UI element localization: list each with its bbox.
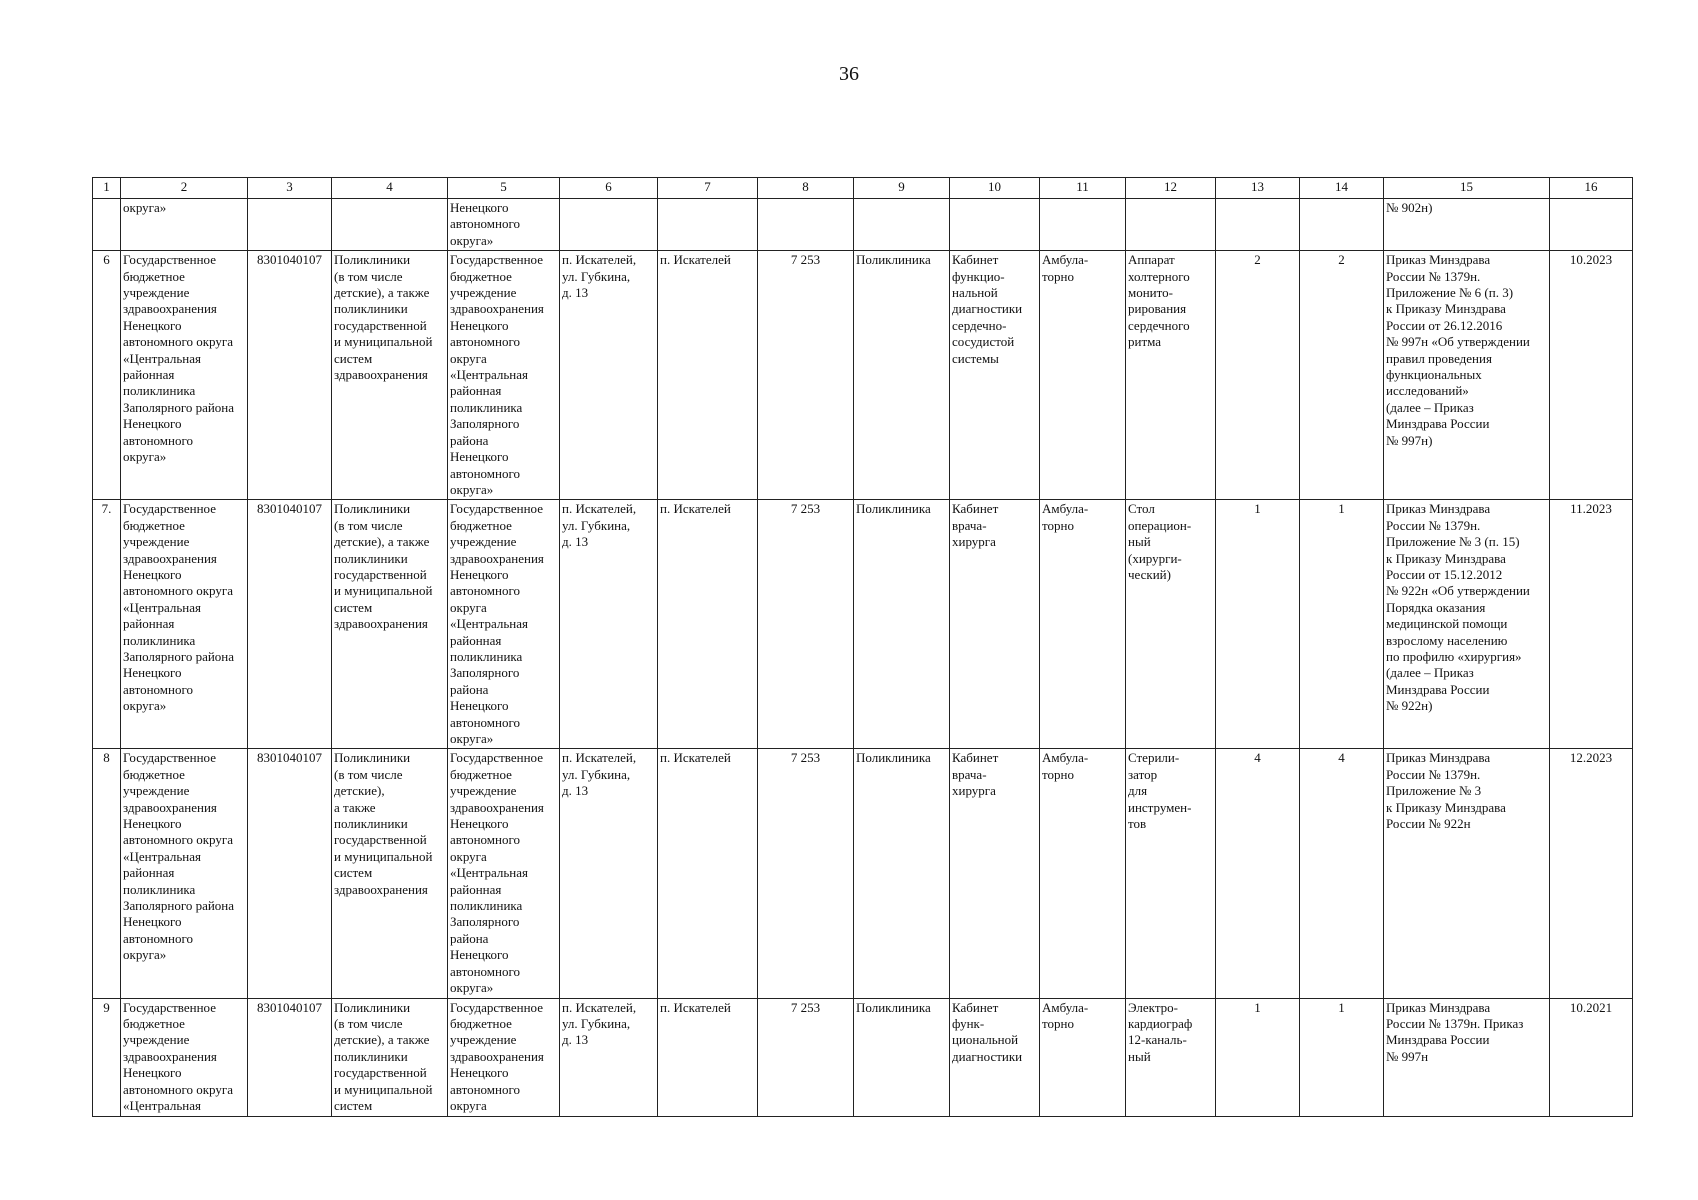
care-condition: Амбула- торно — [1040, 749, 1126, 998]
table-row — [93, 199, 1633, 251]
column-number-row — [93, 178, 1633, 199]
institution-name: округа» — [121, 199, 248, 251]
column-header: 6 — [560, 178, 658, 199]
address — [560, 199, 658, 251]
row-number — [93, 199, 121, 251]
column-header: 11 — [1040, 178, 1126, 199]
okpo-code: 8301040107 — [248, 749, 332, 998]
institution-name: Государственное бюджетное учреждение здравоохранения Ненецкого автономного округа «Центральная районная поликлиника Заполярного района Ненецкого автономного округа» — [121, 251, 248, 500]
quantity-planned — [1300, 199, 1384, 251]
settlement: п. Искателей — [658, 251, 758, 500]
facility-type: Поликлиники (в том числе детские), а также поликлиники государственной и муниципальной систем здравоохранения — [332, 251, 448, 500]
row-number: 9 — [93, 998, 121, 1116]
column-header: 2 — [121, 178, 248, 199]
equipment-name: Электро- кардиограф 12-каналь- ный — [1126, 998, 1216, 1116]
column-header: 1 — [93, 178, 121, 199]
population: 7 253 — [758, 998, 854, 1116]
delivery-date: 12.2023 — [1550, 749, 1633, 998]
organization-name: Государственное бюджетное учреждение здравоохранения Ненецкого автономного округа — [448, 998, 560, 1116]
column-header: 4 — [332, 178, 448, 199]
institution-name: Государственное бюджетное учреждение здравоохранения Ненецкого автономного округа «Центральная — [121, 998, 248, 1116]
population: 7 253 — [758, 500, 854, 749]
column-header: 7 — [658, 178, 758, 199]
okpo-code: 8301040107 — [248, 251, 332, 500]
okpo-code: 8301040107 — [248, 998, 332, 1116]
facility-type: Поликлиники (в том числе детские), а также поликлиники государственной и муниципальной систем — [332, 998, 448, 1116]
delivery-date — [1550, 199, 1633, 251]
column-header: 12 — [1126, 178, 1216, 199]
unit-type: Поликлиника — [854, 998, 950, 1116]
address: п. Искателей, ул. Губкина, д. 13 — [560, 500, 658, 749]
unit-type: Поликлиника — [854, 500, 950, 749]
regulation-reference: Приказ Минздрава России № 1379н. Приложение № 3 к Приказу Минздрава России № 922н — [1384, 749, 1550, 998]
unit-type: Поликлиника — [854, 251, 950, 500]
quantity-planned: 2 — [1300, 251, 1384, 500]
quantity-required: 1 — [1216, 500, 1300, 749]
table-row — [93, 749, 1633, 998]
organization-name: Государственное бюджетное учреждение здравоохранения Ненецкого автономного округа «Центральная районная поликлиника Заполярного района Ненецкого автономного округа» — [448, 251, 560, 500]
address: п. Искателей, ул. Губкина, д. 13 — [560, 749, 658, 998]
organization-name: Государственное бюджетное учреждение здравоохранения Ненецкого автономного округа «Центральная районная поликлиника Заполярного района Ненецкого автономного округа» — [448, 500, 560, 749]
equipment-name: Аппарат холтерного монито- рирования сердечного ритма — [1126, 251, 1216, 500]
quantity-planned: 1 — [1300, 500, 1384, 749]
facility-type: Поликлиники (в том числе детские), а также поликлиники государственной и муниципальной систем здравоохранения — [332, 500, 448, 749]
care-condition: Амбула- торно — [1040, 500, 1126, 749]
care-condition: Амбула- торно — [1040, 251, 1126, 500]
regulation-reference: Приказ Минздрава России № 1379н. Приказ Минздрава России № 997н — [1384, 998, 1550, 1116]
regulation-reference: Приказ Минздрава России № 1379н. Приложение № 3 (п. 15) к Приказу Минздрава России от 15.12.2012 № 922н «Об утверждении Порядка оказания медицинской помощи взрослому населению по профилю «хирургия» (далее – Приказ Минздрава России № 922н) — [1384, 500, 1550, 749]
unit-type — [854, 199, 950, 251]
page-number: 36 — [839, 63, 859, 85]
settlement — [658, 199, 758, 251]
quantity-planned: 4 — [1300, 749, 1384, 998]
care-condition: Амбула- торно — [1040, 998, 1126, 1116]
regulation-reference: Приказ Минздрава России № 1379н. Приложение № 6 (п. 3) к Приказу Минздрава России от 26.12.2016 № 997н «Об утверждении правил проведения функциональных исследований» (далее – Приказ Минздрава России № 997н) — [1384, 251, 1550, 500]
quantity-required: 2 — [1216, 251, 1300, 500]
organization-name: Ненецкого автономного округа» — [448, 199, 560, 251]
column-header: 9 — [854, 178, 950, 199]
column-header: 16 — [1550, 178, 1633, 199]
institution-name: Государственное бюджетное учреждение здравоохранения Ненецкого автономного округа «Центральная районная поликлиника Заполярного района Ненецкого автономного округа» — [121, 749, 248, 998]
department: Кабинет функцио- нальной диагностики сердечно- сосудистой системы — [950, 251, 1040, 500]
quantity-planned: 1 — [1300, 998, 1384, 1116]
department: Кабинет функ- циональной диагностики — [950, 998, 1040, 1116]
delivery-date: 10.2023 — [1550, 251, 1633, 500]
equipment-name: Стол операцион- ный (хирурги- ческий) — [1126, 500, 1216, 749]
row-number: 8 — [93, 749, 121, 998]
column-header: 14 — [1300, 178, 1384, 199]
quantity-required: 1 — [1216, 998, 1300, 1116]
row-number: 6 — [93, 251, 121, 500]
table-row — [93, 251, 1633, 500]
population — [758, 199, 854, 251]
okpo-code — [248, 199, 332, 251]
table-row — [93, 998, 1633, 1116]
organization-name: Государственное бюджетное учреждение здравоохранения Ненецкого автономного округа «Центральная районная поликлиника Заполярного района Ненецкого автономного округа» — [448, 749, 560, 998]
department: Кабинет врача- хирурга — [950, 500, 1040, 749]
department: Кабинет врача- хирурга — [950, 749, 1040, 998]
department — [950, 199, 1040, 251]
population: 7 253 — [758, 251, 854, 500]
delivery-date: 10.2021 — [1550, 998, 1633, 1116]
column-header: 3 — [248, 178, 332, 199]
regulation-reference: № 902н) — [1384, 199, 1550, 251]
column-header: 5 — [448, 178, 560, 199]
settlement: п. Искателей — [658, 500, 758, 749]
unit-type: Поликлиника — [854, 749, 950, 998]
care-condition — [1040, 199, 1126, 251]
settlement: п. Искателей — [658, 749, 758, 998]
equipment-name: Стерили- затор для инструмен- тов — [1126, 749, 1216, 998]
column-header: 13 — [1216, 178, 1300, 199]
column-header: 10 — [950, 178, 1040, 199]
row-number: 7. — [93, 500, 121, 749]
quantity-required — [1216, 199, 1300, 251]
column-header: 8 — [758, 178, 854, 199]
table-row — [93, 500, 1633, 749]
delivery-date: 11.2023 — [1550, 500, 1633, 749]
equipment-table — [92, 177, 1633, 1117]
address: п. Искателей, ул. Губкина, д. 13 — [560, 998, 658, 1116]
facility-type — [332, 199, 448, 251]
column-header: 15 — [1384, 178, 1550, 199]
institution-name: Государственное бюджетное учреждение здравоохранения Ненецкого автономного округа «Центральная районная поликлиника Заполярного района Ненецкого автономного округа» — [121, 500, 248, 749]
equipment-name — [1126, 199, 1216, 251]
quantity-required: 4 — [1216, 749, 1300, 998]
settlement: п. Искателей — [658, 998, 758, 1116]
facility-type: Поликлиники (в том числе детские), а также поликлиники государственной и муниципальной систем здравоохранения — [332, 749, 448, 998]
population: 7 253 — [758, 749, 854, 998]
okpo-code: 8301040107 — [248, 500, 332, 749]
address: п. Искателей, ул. Губкина, д. 13 — [560, 251, 658, 500]
